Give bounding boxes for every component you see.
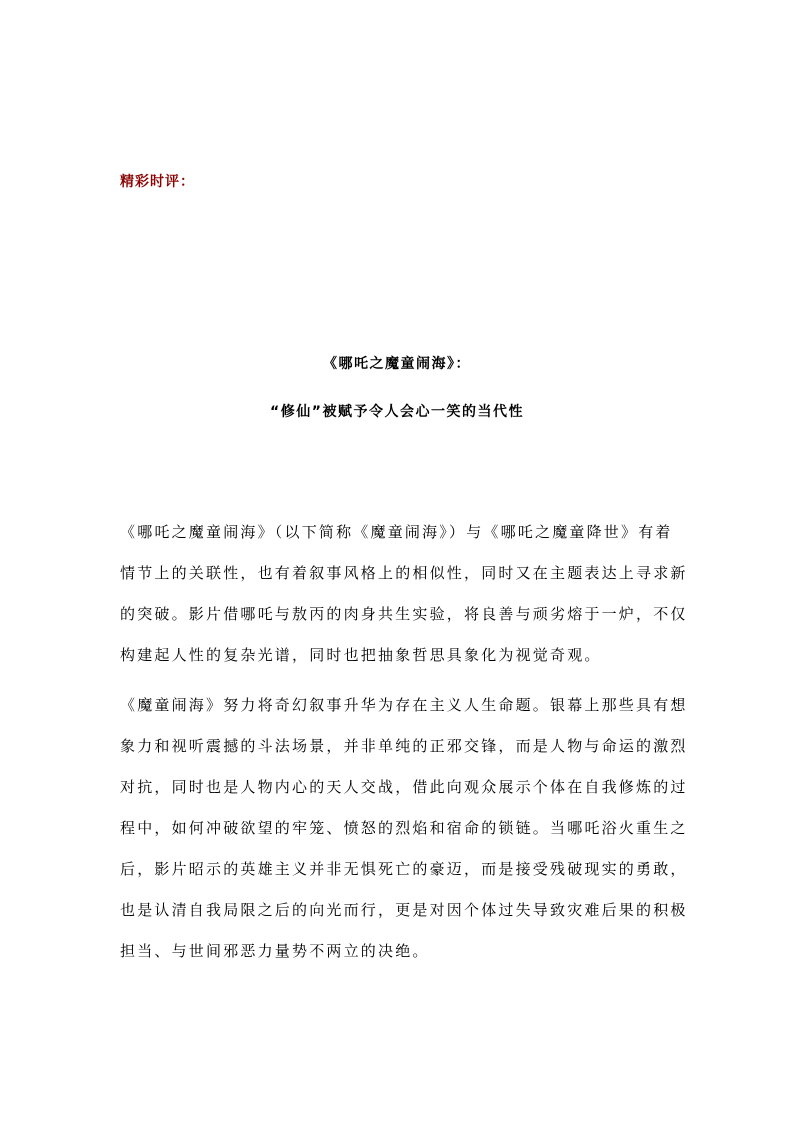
- paragraph-line: 也是认清自我局限之后的向光而行，更是对因个体过失导致灾难后果的积极: [120, 901, 688, 919]
- paragraph-line: 构建起人性的复杂光谱，同时也把抽象哲思具象化为视觉奇观。: [120, 646, 602, 664]
- paragraph-1: [120, 512, 688, 676]
- paragraph-line: 情节上的关联性，也有着叙事风格上的相似性，同时又在主题表达上寻求新: [120, 564, 688, 582]
- paragraph-line: 后，影片昭示的英雄主义并非无惧死亡的豪迈，而是接受残破现实的勇敢，: [120, 860, 688, 878]
- paragraph-2: [120, 685, 688, 972]
- paragraph-line: 《哪吒之魔童闹海》（以下简称《魔童闹海》）与《哪吒之魔童降世》有着: [120, 523, 673, 541]
- paragraph-line: 担当、与世间邪恶力量势不两立的决绝。: [120, 942, 430, 960]
- paragraph-line: 对抗，同时也是人物内心的天人交战，借此向观众展示个体在自我修炼的过: [120, 778, 688, 796]
- paragraph-line: 程中，如何冲破欲望的牢笼、愤怒的烈焰和宿命的锁链。当哪吒浴火重生之: [120, 819, 688, 837]
- section-label: 精彩时评：: [120, 174, 195, 190]
- paragraph-line: 的突破。影片借哪吒与敖丙的肉身共生实验，将良善与顽劣熔于一炉，不仅: [120, 605, 688, 623]
- article-title: 《哪吒之魔童闹海》：: [323, 356, 471, 372]
- article-subtitle: “修仙”被赋予令人会心一笑的当代性: [270, 404, 524, 420]
- paragraph-line: 象力和视听震撼的斗法场景，并非单纯的正邪交锋，而是人物与命运的激烈: [120, 737, 688, 755]
- paragraph-line: 《魔童闹海》努力将奇幻叙事升华为存在主义人生命题。银幕上那些具有想: [120, 696, 688, 714]
